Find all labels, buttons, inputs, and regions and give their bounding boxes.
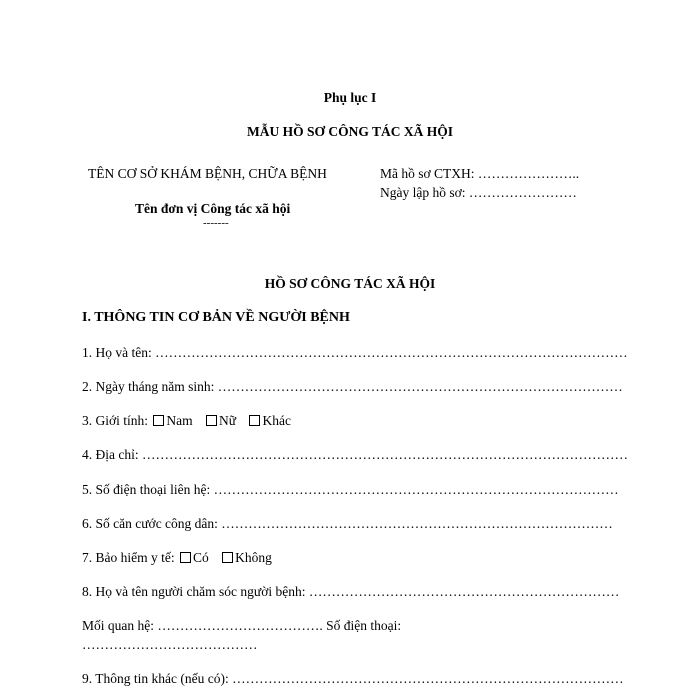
option-female: Nữ (219, 413, 237, 428)
insurance-label: 7. Bảo hiểm y tế: (82, 550, 175, 565)
phone-field[interactable]: 5. Số điện thoại liên hệ: ……………………………………………………………………………… (82, 482, 619, 497)
appendix-label: Phụ lục I (323, 90, 377, 105)
option-male: Nam (166, 413, 193, 428)
option-other: Khác (262, 413, 291, 428)
citizen-id-field[interactable]: 6. Số căn cước công dân: …………………………………………………………………………… (82, 516, 613, 531)
option-yes: Có (192, 550, 209, 565)
caregiver-phone-continuation[interactable]: ………………………………… (82, 637, 258, 652)
section-title: I. THÔNG TIN CƠ BẢN VỀ NGƯỜI BỆNH (82, 310, 350, 325)
unit-name: Tên đơn vị Công tác xã hội (135, 201, 291, 216)
gender-field (82, 413, 291, 429)
created-date-field[interactable]: Ngày lập hồ sơ: …………………… (380, 185, 577, 200)
option-no: Không (235, 550, 272, 565)
record-code-field[interactable]: Mã hồ sơ CTXH: ………………….. (380, 166, 580, 181)
address-field[interactable]: 4. Địa chỉ: ……………………………………………………………………………………………… (82, 447, 628, 462)
facility-name: TÊN CƠ SỞ KHÁM BỆNH, CHỮA BỆNH (88, 166, 327, 181)
gender-label: 3. Giới tính: (82, 413, 149, 428)
insurance-field (82, 550, 272, 566)
document-title: HỒ SƠ CÔNG TÁC XÃ HỘI (264, 276, 436, 291)
other-info-field[interactable]: 9. Thông tin khác (nếu có): …………………………………………………………………………… (82, 671, 624, 686)
checkbox-female[interactable] (206, 415, 217, 426)
full-name-field[interactable]: 1. Họ và tên: …………………………………………………………………………………………… (82, 345, 628, 360)
relationship-field[interactable]: Mối quan hệ: ………………………………. Số điện thoại: (82, 618, 402, 633)
checkbox-other[interactable] (249, 415, 260, 426)
checkbox-male[interactable] (153, 415, 164, 426)
birth-date-field[interactable]: 2. Ngày tháng năm sinh: ……………………………………………………………………………… (82, 379, 623, 394)
form-title: MẪU HỒ SƠ CÔNG TÁC XÃ HỘI (246, 124, 453, 139)
caregiver-name-field[interactable]: 8. Họ và tên người chăm sóc người bệnh: …………………………………………………………… (82, 584, 620, 599)
checkbox-insurance-yes[interactable] (180, 552, 191, 563)
separator-line: ------- (203, 217, 229, 229)
checkbox-insurance-no[interactable] (222, 552, 233, 563)
